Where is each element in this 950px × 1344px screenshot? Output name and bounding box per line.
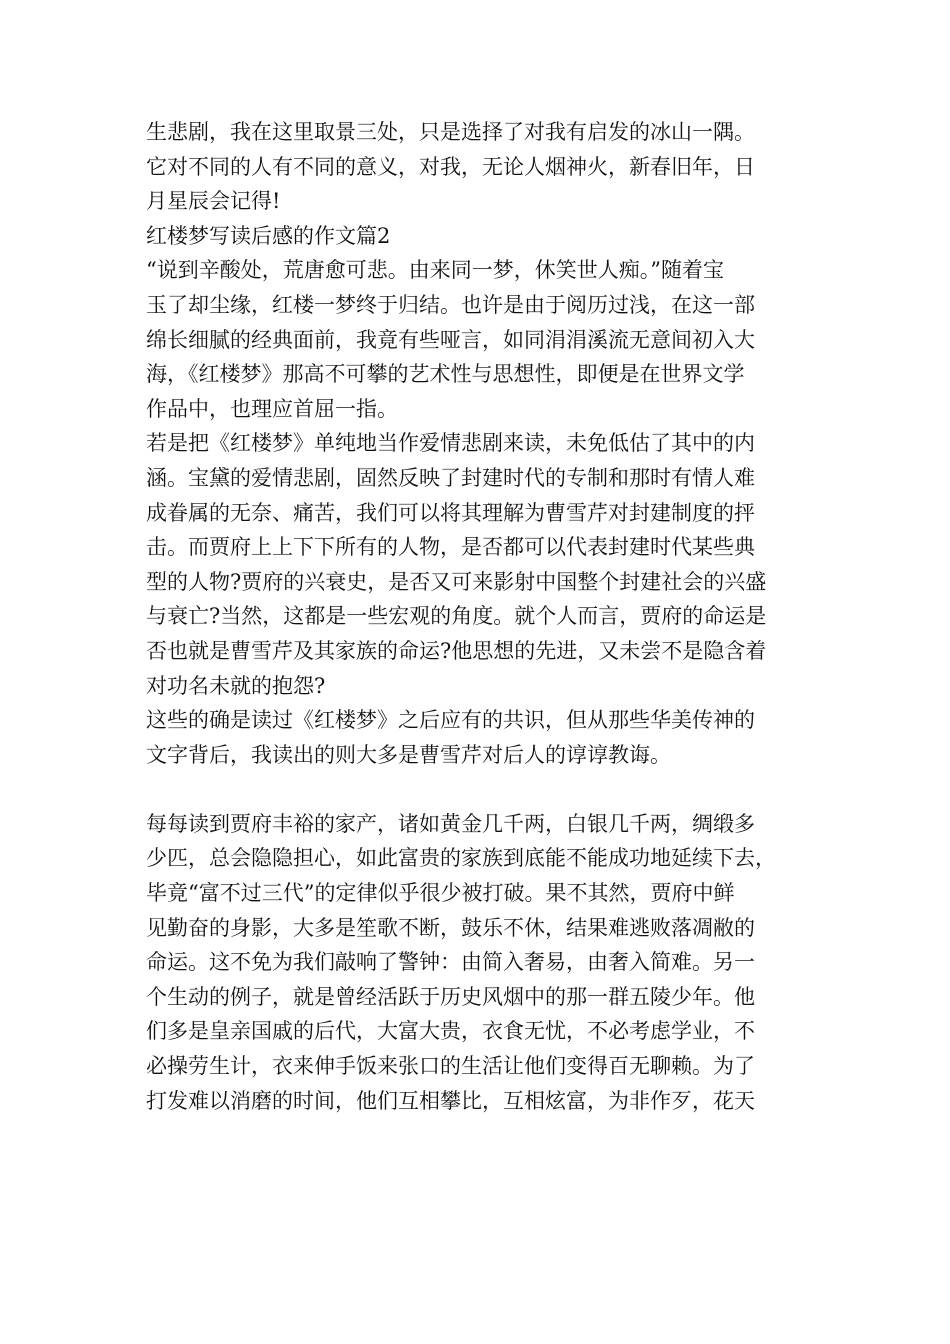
text-line: 月星辰会记得! [146,189,281,214]
text-line: 海，《红楼梦》那高不可攀的艺术性与思想性，即便是在世界文学 [146,362,745,387]
text-line: 少匹，总会隐隐担心，如此富贵的家族到底能不能成功地延续下去， [146,846,776,871]
text-line: 对功名未就的抱怨? [146,673,326,698]
text-line: 玉了却尘缘，红楼一梦终于归结。也许是由于阅历过浅，在这一部 [146,292,755,317]
text-line: 若是把《红楼梦》单纯地当作爱情悲剧来读，未免低估了其中的内 [146,431,755,456]
text-line: 这些的确是读过《红楼梦》之后应有的共识，但从那些华美传神的 [146,708,755,733]
paragraph-3 [146,703,826,772]
text-line: “说到辛酸处，荒唐愈可悲。由来同一梦，休笑世人痴。”随着宝 [146,258,724,283]
text-line: 成眷属的无奈、痛苦，我们可以将其理解为曹雪芹对封建制度的抨 [146,500,755,525]
text-line: 们多是皇亲国戚的后代，大富大贵，衣食无忧，不必考虑学业，不 [146,1019,755,1044]
text-line: 命运。这不免为我们敲响了警钟：由简入奢易，由奢入简难。另一 [146,950,755,975]
paragraph-2 [146,426,826,703]
text-line: 击。而贾府上上下下所有的人物，是否都可以代表封建时代某些典 [146,535,755,560]
text-line: 毕竟“富不过三代”的定律似乎很少被打破。果不其然，贾府中鲜 [146,881,735,906]
text-line: 生悲剧，我在这里取景三处，只是选择了对我有启发的冰山一隅。 [146,120,755,144]
paragraph-1 [146,253,826,426]
blank-line [146,772,826,807]
text-line: 打发难以消磨的时间，他们互相攀比，互相炫富，为非作歹，花天 [146,1088,755,1113]
section-heading: 红楼梦写读后感的作文篇2 [146,223,391,248]
document-body [146,115,826,1118]
text-line: 否也就是曹雪芹及其家族的命运?他思想的先进，又未尝不是隐含着 [146,638,767,663]
paragraph-4 [146,807,826,1118]
text-line: 见勤奋的身影，大多是笙歌不断，鼓乐不休，结果难逃败落凋敝的 [146,915,755,940]
text-line: 每每读到贾府丰裕的家产，诸如黄金几千两，白银几千两，绸缎多 [146,811,755,836]
text-line: 型的人物?贾府的兴衰史，是否又可来影射中国整个封建社会的兴盛 [146,569,767,594]
text-line: 文字背后，我读出的则大多是曹雪芹对后人的谆谆教诲。 [146,742,671,767]
text-line: 它对不同的人有不同的意义，对我，无论人烟神火，新春旧年，日 [146,154,755,179]
text-line: 涵。宝黛的爱情悲剧，固然反映了封建时代的专制和那时有情人难 [146,465,755,490]
text-line: 个生动的例子，就是曾经活跃于历史风烟中的那一群五陵少年。他 [146,984,755,1009]
text-line: 必操劳生计，衣来伸手饭来张口的生活让他们变得百无聊赖。为了 [146,1054,755,1079]
text-line: 与衰亡?当然，这都是一些宏观的角度。就个人而言，贾府的命运是 [146,604,767,629]
text-line: 作品中，也理应首屈一指。 [146,396,398,421]
paragraph-continued [146,115,826,219]
text-line: 绵长细腻的经典面前，我竟有些哑言，如同涓涓溪流无意间初入大 [146,327,755,352]
